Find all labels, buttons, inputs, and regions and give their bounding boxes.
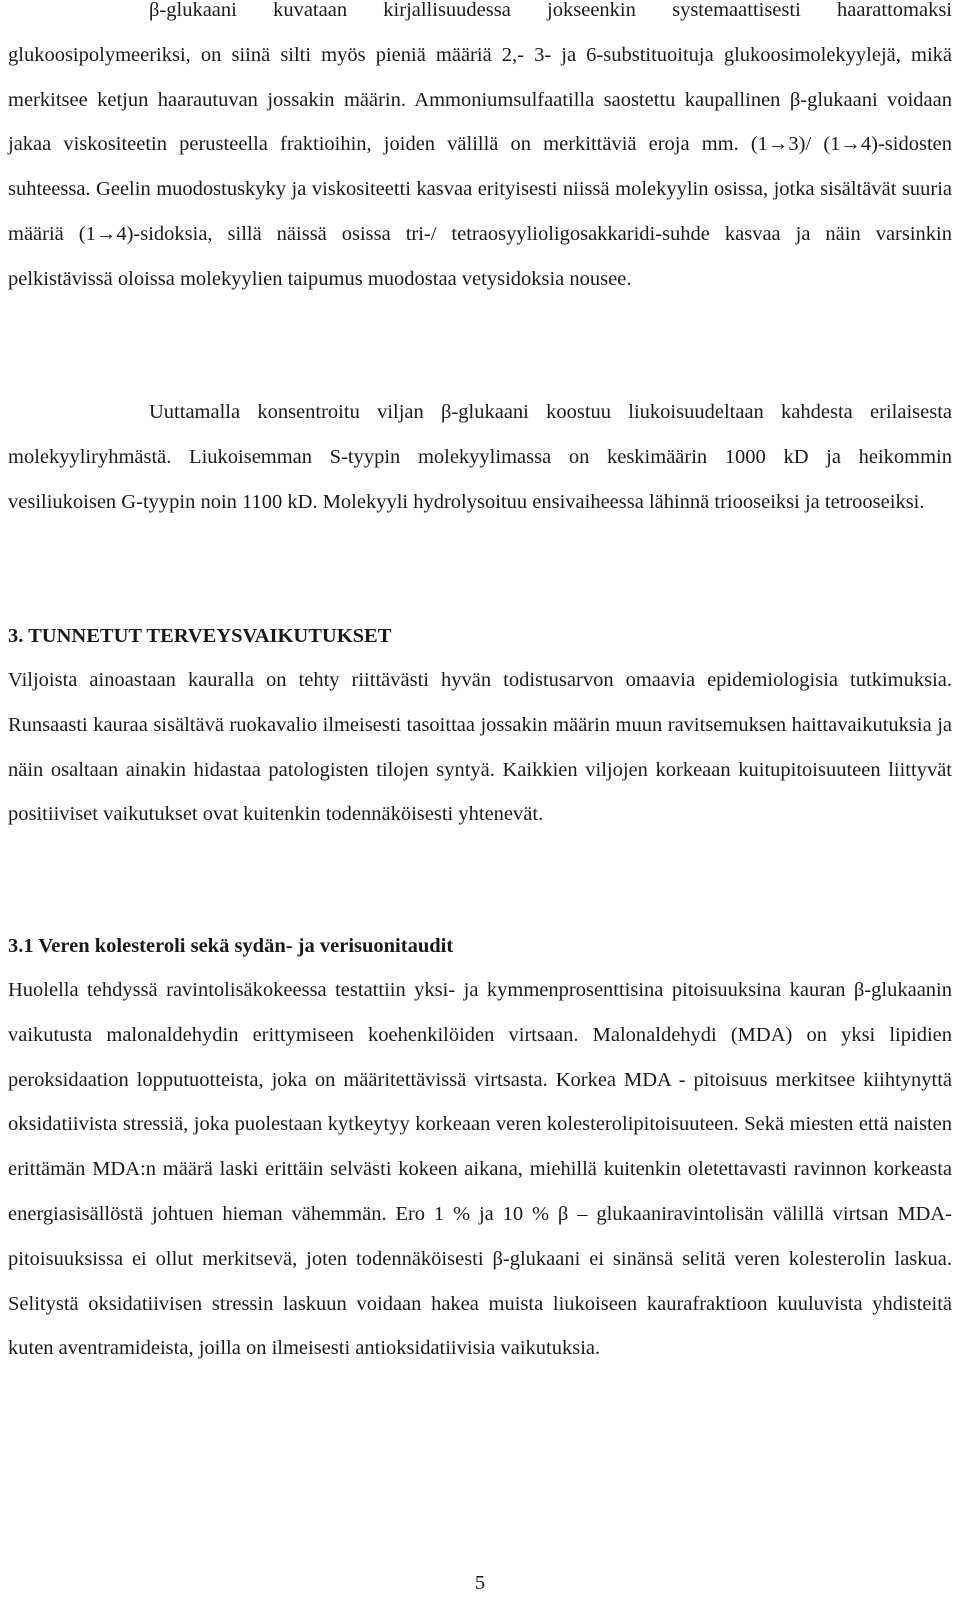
- paragraph-beta-glucan-fractions: Uuttamalla konsentroitu viljan β-glukaani koostuu liukoisuudeltaan kahdesta erilaisesta molekyyliryhmästä. Liukoisemman S-tyypin molekyylimassa on keskimäärin 1000 kD ja heikommin vesiliukoisen G-tyypin noin 1100 kD. Molekyyli hydrolysoituu ensivaiheessa lähinnä triooseiksi ja tetrooseiksi.: [8, 401, 952, 513]
- section-heading-health-effects: 3. TUNNETUT TERVEYSVAIKUTUKSET: [8, 625, 392, 647]
- subsection-heading-cholesterol: 3.1 Veren kolesteroli sekä sydän- ja verisuonitaudit: [8, 935, 454, 957]
- paragraph-cholesterol: Huolella tehdyssä ravintolisäkokeessa testattiin yksi- ja kymmenprosenttisina pitoisuuksina kauran β-glukaanin vaikutusta malonaldehydin erittymiseen koehenkilöiden virtsaan. Malonaldehydi (MDA) on yksi lipidien peroksidaation lopputuotteista, joka on määritettävissä virtsasta. Korkea MDA - pitoisuus merkitsee kiihtynyttä oksidatiivista stressiä, joka puolestaan kytkeytyy korkeaan veren kolesterolipitoisuuteen. Sekä miesten että naisten erittämän MDA:n määrä laski erittäin selvästi kokeen aikana, miehillä kuitenkin oletettavasti ravinnon korkeasta energiasisällöstä johtuen hieman vähemmän. Ero 1 % ja 10 % β – glukaaniravintolisän välillä virtsan MDA-pitoisuuksissa ei ollut merkitsevä, joten todennäköisesti β-glukaani ei sinänsä selitä veren kolesterolin laskua. Selitystä oksidatiivisen stressin laskuun voidaan hakea muista liukoiseen kaurafraktioon kuuluvista yhdisteitä kuten aventramideista, joilla on ilmeisesti antioksidatiivisia vaikutuksia.: [8, 979, 952, 1360]
- paragraph-beta-glucan-structure: β-glukaani kuvataan kirjallisuudessa jokseenkin systemaattisesti haarattomaksi glukoosipolymeeriksi, on siinä silti myös pieniä määriä 2,- 3- ja 6-substituoituja glukoosimolekyylejä, mikä merkitsee ketjun haarautuvan jossakin määrin. Ammoniumsulfaatilla saostettu kaupallinen β-glukaani voidaan jakaa viskositeetin perusteella fraktioihin, joiden välillä on merkittäviä eroja mm. (1→3)/ (1→4)-sidosten suhteessa. Geelin muodostuskyky ja viskositeetti kasvaa erityisesti niissä molekyylin osissa, jotka sisältävät suuria määriä (1→4)-sidoksia, sillä näissä osissa tri-/ tetraosyylioligosakkaridi-suhde kasvaa ja näin varsinkin pelkistävissä oloissa molekyylien taipumus muodostaa vetysidoksia nousee.: [8, 0, 952, 290]
- paragraph-health-effects: Viljoista ainoastaan kauralla on tehty riittävästi hyvän todistusarvon omaavia epidemiologisia tutkimuksia. Runsaasti kauraa sisältävä ruokavalio ilmeisesti tasoittaa jossakin määrin muun ravitsemuksen haittavaikutuksia ja näin osaltaan ainakin hidastaa patologisten tilojen syntyä. Kaikkien viljojen korkeaan kuitupitoisuuteen liittyvät positiiviset vaikutukset ovat kuitenkin todennäköisesti yhtenevät.: [8, 669, 952, 826]
- page-number: 5: [474, 1572, 486, 1594]
